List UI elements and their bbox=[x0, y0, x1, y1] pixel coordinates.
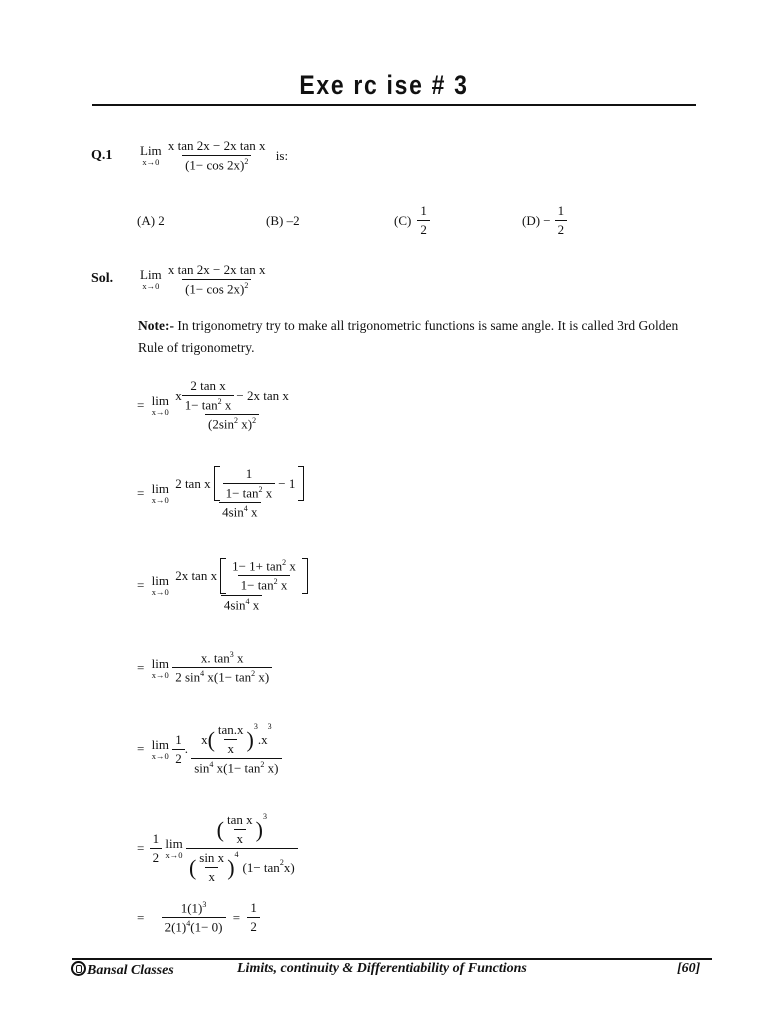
denominator-exponent: 2 bbox=[244, 157, 249, 166]
limit-subscript: x→0 bbox=[151, 495, 169, 506]
sin-numerator: sin x bbox=[199, 850, 225, 865]
den-text: 4sin bbox=[222, 504, 244, 520]
option-c-label: (C) bbox=[394, 212, 412, 228]
paren-fraction bbox=[215, 722, 247, 757]
minus-one: − 1 bbox=[278, 475, 296, 491]
limit-text: lim bbox=[151, 573, 169, 589]
equals-sign: = bbox=[137, 485, 145, 501]
bracket-content bbox=[226, 558, 302, 594]
numerator-x: x bbox=[201, 731, 208, 747]
inner-denominator bbox=[223, 483, 276, 501]
limit-operator bbox=[140, 268, 162, 291]
exponent: 3 bbox=[229, 650, 234, 659]
num-text: x. tan bbox=[200, 650, 230, 666]
den-text: (2sin bbox=[207, 416, 234, 432]
fraction-denominator bbox=[221, 595, 262, 613]
equals-sign: = bbox=[137, 659, 145, 675]
limit-text: lim bbox=[151, 736, 169, 752]
fraction-numerator: 1 bbox=[175, 731, 182, 747]
den-tail: x) bbox=[264, 760, 279, 776]
fraction-denominator: 2 bbox=[247, 917, 260, 935]
limit-operator bbox=[152, 482, 169, 505]
step-5-fraction bbox=[191, 722, 281, 776]
exponent: 2 bbox=[260, 760, 265, 769]
fraction-denominator bbox=[186, 848, 298, 885]
title-rule bbox=[92, 104, 696, 106]
tan-numerator: tan x bbox=[226, 812, 253, 827]
equals-sign: = bbox=[137, 741, 145, 757]
page-title: Exe rc ise # 3 bbox=[299, 70, 469, 100]
exponent: 3 bbox=[262, 812, 267, 821]
sin-fraction bbox=[196, 850, 227, 885]
note-heading: Note:- bbox=[138, 318, 174, 333]
question-fraction bbox=[165, 138, 269, 173]
bansal-logo-icon bbox=[71, 961, 86, 976]
fraction-numerator bbox=[198, 722, 275, 758]
inner-num-tail: x bbox=[286, 558, 296, 574]
note-paragraph bbox=[138, 315, 698, 359]
fraction-denominator: 2 bbox=[172, 749, 185, 767]
footer-brand bbox=[71, 961, 174, 979]
exponent: 4 bbox=[209, 760, 214, 769]
right-bracket bbox=[302, 558, 308, 594]
fraction-numerator: x tan 2x − 2x tan x bbox=[167, 138, 266, 153]
fraction-denominator bbox=[182, 155, 251, 173]
numerator-lead: 2x tan x bbox=[175, 567, 218, 583]
numerator-tail: .x bbox=[257, 731, 268, 747]
sin-denominator: x bbox=[205, 867, 218, 885]
fraction-numerator: 1 bbox=[152, 831, 160, 846]
step-4-fraction bbox=[172, 650, 272, 686]
half-fraction bbox=[172, 732, 185, 767]
option-d bbox=[522, 203, 567, 238]
step-1-fraction bbox=[172, 378, 292, 433]
exponent: 2 bbox=[273, 577, 278, 587]
inner-fraction bbox=[182, 378, 235, 413]
option-a bbox=[137, 213, 165, 229]
den-tail: x(1− tan bbox=[213, 760, 261, 776]
exponent: 3 bbox=[253, 722, 258, 731]
step-4 bbox=[137, 650, 272, 686]
fraction-denominator bbox=[172, 667, 272, 685]
paren-numerator: tan.x bbox=[217, 722, 244, 737]
exponent: 3 bbox=[202, 900, 207, 909]
right-paren: ) bbox=[227, 854, 235, 880]
exponent: 2 bbox=[233, 416, 238, 426]
note-text: In trigonometry try to make all trigonometric functions is same angle. It is called 3rd Golden Rule of trigonometry. bbox=[138, 318, 679, 355]
tan-denominator: x bbox=[234, 829, 247, 847]
half-fraction bbox=[150, 831, 163, 866]
inner-numerator: 2 tan x bbox=[190, 378, 226, 393]
limit-subscript: x→0 bbox=[151, 587, 169, 598]
footer-page-number: [60] bbox=[677, 961, 701, 976]
exponent: 2 bbox=[252, 416, 257, 426]
fraction-numerator: 1 bbox=[420, 203, 427, 218]
limit-operator bbox=[165, 837, 182, 860]
solution-label: Sol. bbox=[91, 271, 114, 286]
inner-numerator: 1 bbox=[245, 466, 253, 481]
step-6 bbox=[137, 812, 298, 885]
footer-subject: Limits, continuity & Differentiability of Functions bbox=[237, 961, 527, 976]
den-text: 2 sin bbox=[175, 669, 201, 685]
tan-fraction bbox=[224, 812, 256, 847]
equals-sign: = bbox=[137, 840, 145, 856]
limit-operator bbox=[152, 574, 169, 597]
step-1 bbox=[137, 378, 292, 433]
inner-den-tail: x bbox=[221, 397, 232, 413]
bracket-content bbox=[220, 466, 299, 501]
inner-denominator bbox=[182, 395, 235, 413]
limit-text: lim bbox=[165, 836, 183, 852]
fraction-denominator bbox=[219, 502, 260, 520]
fraction-numerator bbox=[198, 650, 247, 667]
fraction-denominator: 2 bbox=[555, 220, 568, 238]
limit-subscript: x→0 bbox=[165, 850, 183, 861]
question-suffix: is: bbox=[275, 147, 289, 163]
bracket-group bbox=[214, 466, 305, 501]
solution-expression bbox=[140, 262, 269, 297]
bracket-group bbox=[220, 558, 308, 594]
exponent: 4 bbox=[245, 596, 250, 606]
fraction-denominator: 2 bbox=[150, 848, 163, 866]
limit-text: Lim bbox=[140, 267, 162, 283]
inner-num-text: 1− 1+ tan bbox=[232, 558, 283, 574]
option-d-label: (D) − bbox=[522, 212, 551, 228]
fraction-numerator: 1 bbox=[557, 203, 565, 218]
fraction-denominator bbox=[182, 279, 251, 297]
fraction-denominator bbox=[191, 758, 281, 776]
den-tail: x) bbox=[255, 669, 270, 685]
equals-sign: = bbox=[137, 909, 145, 925]
exponent: 2 bbox=[279, 858, 284, 867]
question-label: Q.1 bbox=[91, 148, 113, 163]
exponent: 2 bbox=[282, 558, 287, 567]
inner-den-tail: x bbox=[277, 577, 288, 593]
result-fraction bbox=[247, 900, 260, 935]
den-tail: x) bbox=[237, 416, 253, 432]
fraction-denominator: 2 bbox=[417, 220, 430, 238]
numerator-tail: − 2x tan x bbox=[236, 387, 289, 403]
den-tail: x bbox=[247, 504, 258, 520]
fraction-numerator bbox=[178, 900, 210, 917]
left-paren: ( bbox=[216, 816, 224, 842]
limit-operator bbox=[152, 657, 169, 680]
option-d-fraction bbox=[555, 203, 568, 238]
fraction-numerator bbox=[172, 466, 307, 502]
left-paren: ( bbox=[188, 854, 197, 880]
step-2-fraction bbox=[172, 466, 307, 521]
step-7-fraction bbox=[162, 900, 226, 936]
dot-operator: . bbox=[184, 741, 188, 757]
exponent: 4 bbox=[243, 504, 248, 514]
equals-sign: = bbox=[137, 577, 145, 593]
den-text: 2(1) bbox=[164, 919, 187, 935]
limit-subscript: x→0 bbox=[151, 407, 169, 418]
fraction-numerator bbox=[172, 558, 311, 595]
exponent: 4 bbox=[200, 669, 205, 679]
fraction-denominator bbox=[162, 917, 226, 935]
num-text: 1(1) bbox=[180, 900, 203, 916]
right-paren: ) bbox=[255, 816, 263, 842]
denominator-text: (1− cos 2x) bbox=[185, 281, 245, 297]
num-tail: x bbox=[233, 650, 244, 666]
inner-numerator bbox=[229, 558, 299, 575]
step-3-fraction bbox=[172, 558, 311, 613]
numerator-lead: 2 tan x bbox=[175, 475, 211, 491]
fraction-denominator bbox=[205, 414, 259, 432]
limit-subscript: x→0 bbox=[151, 750, 169, 761]
fraction-numerator bbox=[172, 378, 292, 414]
step-5 bbox=[137, 722, 282, 776]
option-b-label: (B) –2 bbox=[266, 213, 300, 228]
den-text: 4sin bbox=[223, 596, 246, 612]
exponent: 2 bbox=[217, 397, 222, 406]
denominator-text: (1− cos 2x) bbox=[185, 157, 245, 173]
exponent: 2 bbox=[251, 669, 256, 679]
inner-den-text: 1− tan bbox=[225, 485, 259, 501]
fraction-numerator: x tan 2x − 2x tan x bbox=[167, 262, 266, 277]
footer-rule bbox=[72, 958, 712, 960]
den-tail-end: x) bbox=[283, 859, 295, 875]
fraction-numerator: 1 bbox=[250, 900, 257, 916]
question-expression bbox=[140, 138, 288, 173]
option-a-label: (A) 2 bbox=[137, 213, 165, 228]
step-2 bbox=[137, 466, 307, 521]
limit-text: lim bbox=[151, 481, 169, 497]
left-paren: ( bbox=[207, 726, 215, 752]
footer-brand-text: Bansal Classes bbox=[87, 963, 174, 978]
exponent: 4 bbox=[186, 919, 191, 929]
limit-subscript: x→0 bbox=[142, 281, 160, 292]
den-tail: x bbox=[249, 596, 260, 612]
den-tail: (1− tan bbox=[242, 859, 280, 875]
inner-den-text: 1− tan bbox=[240, 577, 274, 593]
equals-sign: = bbox=[137, 397, 145, 413]
option-c bbox=[394, 203, 430, 238]
limit-operator bbox=[152, 738, 169, 761]
inner-fraction bbox=[229, 558, 299, 594]
step-3 bbox=[137, 558, 311, 613]
denominator-exponent: 2 bbox=[244, 281, 249, 290]
den-text: sin bbox=[194, 760, 210, 776]
inner-fraction bbox=[223, 466, 276, 501]
limit-subscript: x→0 bbox=[151, 669, 169, 680]
exponent: 4 bbox=[234, 850, 239, 859]
den-tail: x(1− tan bbox=[204, 669, 252, 685]
inner-den-text: 1− tan bbox=[184, 397, 218, 413]
limit-operator bbox=[152, 394, 169, 417]
right-bracket bbox=[298, 466, 304, 501]
limit-text: Lim bbox=[140, 143, 162, 159]
den-tail: (1− 0) bbox=[190, 919, 223, 935]
option-b bbox=[266, 213, 300, 229]
limit-text: lim bbox=[151, 393, 169, 409]
inner-denominator bbox=[238, 575, 291, 593]
solution-fraction bbox=[165, 262, 269, 297]
fraction-numerator bbox=[214, 812, 270, 848]
limit-text: lim bbox=[151, 655, 169, 671]
step-7 bbox=[137, 900, 260, 936]
paren-denominator: x bbox=[224, 739, 237, 757]
limit-subscript: x→0 bbox=[142, 157, 160, 168]
inner-den-tail: x bbox=[262, 485, 273, 501]
step-6-fraction bbox=[186, 812, 298, 885]
exponent: 3 bbox=[267, 722, 272, 731]
option-c-fraction bbox=[417, 203, 430, 238]
numerator-x: x bbox=[175, 387, 182, 403]
right-paren: ) bbox=[246, 726, 254, 752]
equals-sign: = bbox=[232, 909, 241, 925]
limit-operator bbox=[140, 144, 162, 167]
exponent: 2 bbox=[258, 485, 263, 494]
